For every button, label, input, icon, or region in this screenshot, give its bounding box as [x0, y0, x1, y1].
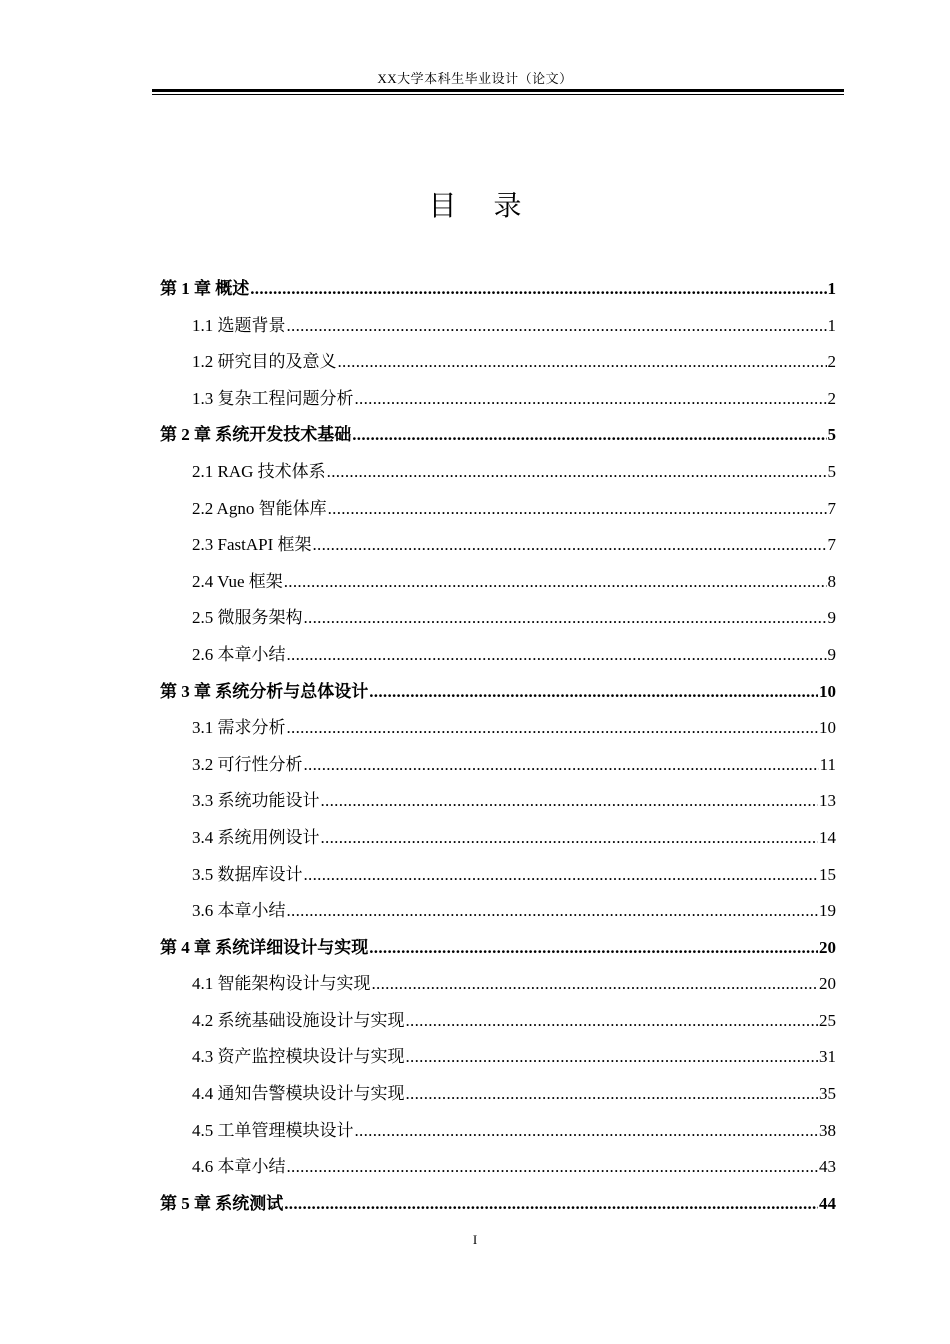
toc-dot-leader	[406, 1076, 819, 1113]
toc-chapter-entry[interactable]	[160, 674, 836, 711]
toc-section-entry[interactable]	[160, 344, 836, 381]
toc-dot-leader	[406, 1003, 819, 1040]
toc-entry-page: 35	[819, 1084, 836, 1104]
toc-entry-page: 19	[819, 901, 836, 921]
toc-dot-leader	[304, 857, 819, 894]
toc-entry-label: 4.4 通知告警模块设计与实现	[192, 1084, 405, 1104]
toc-entry-label: 3.1 需求分析	[192, 718, 286, 738]
toc-dot-leader	[327, 454, 827, 491]
toc-entry-page: 13	[819, 791, 836, 811]
toc-entry-page: 8	[827, 571, 836, 591]
toc-entry-label: 4.6 本章小结	[192, 1157, 286, 1177]
toc-dot-leader	[284, 564, 827, 601]
toc-entry-page: 10	[819, 681, 836, 701]
toc-section-entry[interactable]	[160, 381, 836, 418]
toc-entry-page: 1	[827, 279, 836, 298]
toc-entry-label: 1.2 研究目的及意义	[192, 352, 337, 372]
running-header: XX大学本科生毕业设计（论文）	[377, 71, 573, 86]
toc-dot-leader	[321, 820, 819, 857]
toc-entry-label: 第 3 章 系统分析与总体设计	[160, 681, 369, 701]
toc-dot-leader	[284, 1186, 818, 1223]
toc-dot-leader	[287, 308, 827, 345]
toc-dot-leader	[304, 747, 819, 784]
toc-entry-page: 20	[819, 937, 836, 957]
toc-section-entry[interactable]	[160, 600, 836, 637]
toc-entry-label: 4.3 资产监控模块设计与实现	[192, 1047, 405, 1067]
toc-dot-leader	[312, 527, 826, 564]
toc-dot-leader	[287, 1149, 819, 1186]
toc-entry-page: 25	[819, 1010, 836, 1030]
toc-section-entry[interactable]	[160, 1039, 836, 1076]
toc-section-entry[interactable]	[160, 857, 836, 894]
toc-dot-leader	[321, 783, 819, 820]
toc-entry-page: 11	[819, 754, 836, 774]
toc-chapter-entry[interactable]	[160, 930, 836, 967]
toc-entry-label: 第 4 章 系统详细设计与实现	[160, 937, 369, 957]
toc-dot-leader	[338, 344, 827, 381]
toc-section-entry[interactable]	[160, 710, 836, 747]
toc-entry-label: 2.6 本章小结	[192, 644, 286, 664]
toc-entry-label: 4.5 工单管理模块设计	[192, 1120, 354, 1140]
toc-entry-label: 3.4 系统用例设计	[192, 827, 320, 847]
toc-section-entry[interactable]	[160, 1113, 836, 1150]
toc-section-entry[interactable]	[160, 491, 836, 528]
toc-entry-page: 5	[827, 461, 836, 481]
toc-list	[160, 271, 836, 1222]
toc-section-entry[interactable]	[160, 454, 836, 491]
toc-section-entry[interactable]	[160, 1003, 836, 1040]
toc-dot-leader	[369, 674, 818, 711]
toc-entry-label: 3.5 数据库设计	[192, 864, 303, 884]
toc-dot-leader	[328, 491, 827, 528]
toc-entry-label: 4.1 智能架构设计与实现	[192, 974, 371, 994]
header-rule-thin	[152, 94, 844, 95]
toc-entry-page: 9	[827, 608, 836, 628]
toc-dot-leader	[287, 893, 819, 930]
toc-chapter-entry[interactable]	[160, 1186, 836, 1223]
toc-section-entry[interactable]	[160, 966, 836, 1003]
toc-entry-page: 31	[819, 1047, 836, 1067]
toc-entry-label: 2.1 RAG 技术体系	[192, 461, 326, 481]
toc-entry-label: 2.3 FastAPI 框架	[192, 535, 312, 555]
toc-dot-leader	[372, 966, 819, 1003]
toc-entry-page: 5	[827, 425, 836, 445]
toc-dot-leader	[406, 1039, 819, 1076]
toc-section-entry[interactable]	[160, 1076, 836, 1113]
toc-entry-page: 14	[819, 827, 836, 847]
toc-section-entry[interactable]	[160, 747, 836, 784]
toc-section-entry[interactable]	[160, 783, 836, 820]
toc-entry-page: 20	[819, 974, 836, 994]
toc-dot-leader	[304, 600, 827, 637]
toc-entry-label: 2.5 微服务架构	[192, 608, 303, 628]
toc-dot-leader	[355, 1113, 819, 1150]
toc-entry-label: 2.2 Agno 智能体库	[192, 498, 327, 518]
toc-entry-label: 4.2 系统基础设施设计与实现	[192, 1010, 405, 1030]
toc-entry-page: 2	[827, 352, 836, 372]
toc-section-entry[interactable]	[160, 637, 836, 674]
toc-dot-leader	[369, 930, 818, 967]
toc-section-entry[interactable]	[160, 893, 836, 930]
toc-dot-leader	[355, 381, 827, 418]
toc-entry-page: 7	[827, 498, 836, 518]
toc-section-entry[interactable]	[160, 527, 836, 564]
toc-section-entry[interactable]	[160, 564, 836, 601]
toc-entry-page: 43	[819, 1157, 836, 1177]
header-rule-thick	[152, 89, 844, 92]
toc-entry-label: 3.2 可行性分析	[192, 754, 303, 774]
toc-dot-leader	[250, 271, 826, 308]
toc-dot-leader	[287, 637, 827, 674]
page-number: I	[472, 1232, 478, 1247]
toc-entry-page: 15	[819, 864, 836, 884]
toc-entry-page: 9	[827, 644, 836, 664]
toc-dot-leader	[287, 710, 819, 747]
toc-entry-page: 10	[819, 718, 836, 738]
toc-section-entry[interactable]	[160, 1149, 836, 1186]
toc-entry-label: 3.6 本章小结	[192, 901, 286, 921]
toc-entry-label: 3.3 系统功能设计	[192, 791, 320, 811]
toc-dot-leader	[352, 417, 826, 454]
toc-chapter-entry[interactable]	[160, 417, 836, 454]
toc-entry-page: 2	[827, 388, 836, 408]
toc-entry-label: 1.3 复杂工程问题分析	[192, 388, 354, 408]
toc-section-entry[interactable]	[160, 308, 836, 345]
toc-chapter-entry[interactable]	[160, 271, 836, 308]
toc-entry-page: 1	[827, 315, 836, 335]
toc-entry-label: 第 5 章 系统测试	[160, 1193, 284, 1213]
toc-section-entry[interactable]	[160, 820, 836, 857]
toc-entry-label: 2.4 Vue 框架	[192, 571, 283, 591]
toc-entry-page: 7	[827, 535, 836, 555]
toc-entry-label: 第 2 章 系统开发技术基础	[160, 425, 352, 445]
toc-title: 目 录	[428, 189, 536, 222]
toc-entry-page: 44	[819, 1193, 836, 1213]
toc-entry-page: 38	[819, 1120, 836, 1140]
toc-entry-label: 第 1 章 概述	[160, 279, 250, 298]
toc-entry-label: 1.1 选题背景	[192, 315, 286, 335]
